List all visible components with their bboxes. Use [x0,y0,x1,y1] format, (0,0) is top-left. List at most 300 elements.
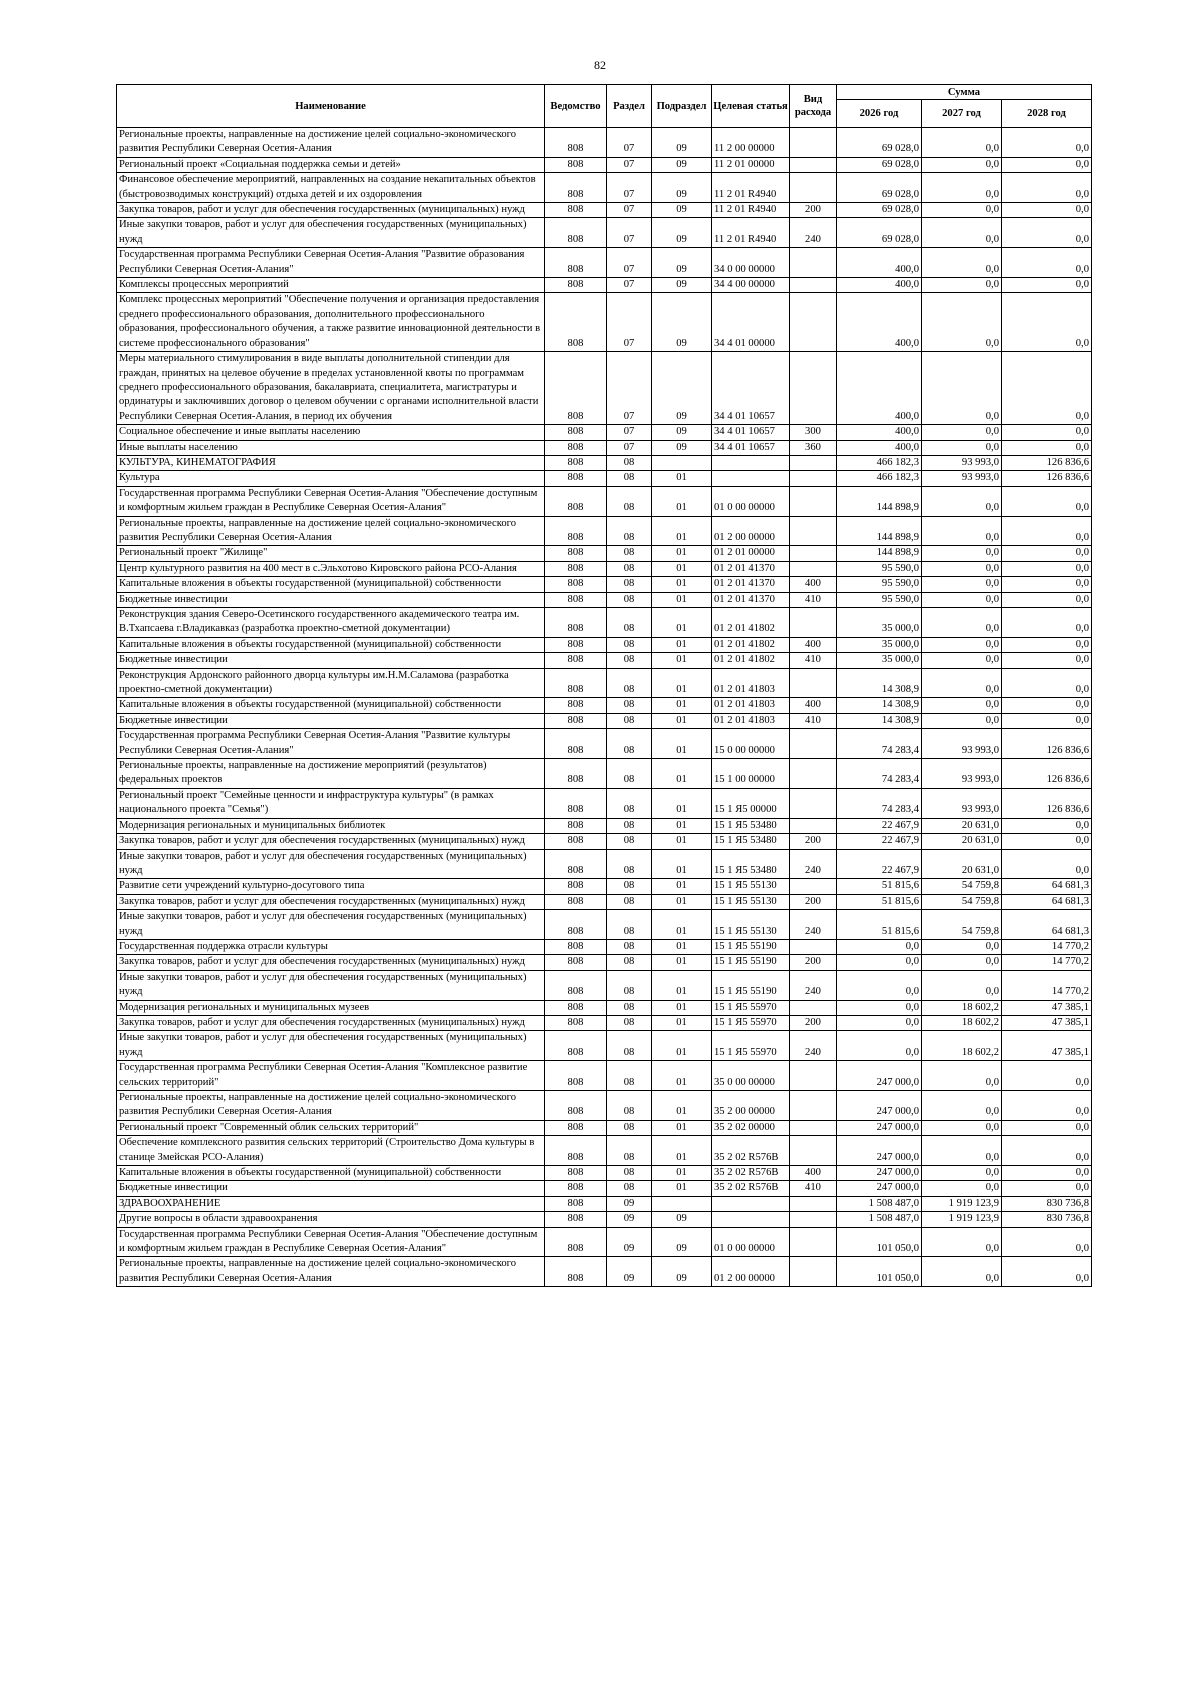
cell-name: Иные выплаты населению [117,440,545,455]
cell-sum-2027: 0,0 [922,278,1002,293]
cell-sum-2027: 18 602,2 [922,1031,1002,1061]
cell-name: Закупка товаров, работ и услуг для обеспечения государственных (муниципальных) нужд [117,955,545,970]
cell-tselevaya-statya: 34 4 01 00000 [712,293,790,352]
cell-sum-2028: 14 770,2 [1002,955,1092,970]
cell-name: Региональный проект "Семейные ценности и инфраструктура культуры" (в рамках национального проекта "Семья") [117,788,545,818]
cell-sum-2028: 126 836,6 [1002,788,1092,818]
cell-sum-2026: 35 000,0 [837,637,922,652]
cell-razdel: 07 [607,440,652,455]
cell-vedomstvo: 808 [545,440,607,455]
cell-tselevaya-statya: 11 2 01 R4940 [712,173,790,203]
cell-podrazdel: 09 [652,1212,712,1227]
cell-tselevaya-statya: 01 2 01 41802 [712,653,790,668]
cell-vid-raskhoda: 240 [790,910,837,940]
cell-sum-2027: 1 919 123,9 [922,1212,1002,1227]
cell-sum-2026: 95 590,0 [837,577,922,592]
cell-sum-2027: 0,0 [922,173,1002,203]
cell-sum-2027: 0,0 [922,939,1002,954]
cell-sum-2028: 126 836,6 [1002,455,1092,470]
table-row [117,970,1092,1000]
cell-vedomstvo: 808 [545,939,607,954]
table-row [117,561,1092,576]
cell-razdel: 08 [607,939,652,954]
cell-vid-raskhoda: 410 [790,653,837,668]
table-row [117,818,1092,833]
cell-tselevaya-statya: 11 2 01 R4940 [712,203,790,218]
cell-razdel: 08 [607,1061,652,1091]
cell-razdel: 07 [607,157,652,172]
cell-name: Развитие сети учреждений культурно-досугового типа [117,879,545,894]
col-header-name: Наименование [117,85,545,128]
cell-razdel: 07 [607,352,652,425]
cell-podrazdel: 01 [652,1181,712,1196]
cell-tselevaya-statya: 34 4 01 10657 [712,352,790,425]
cell-sum-2028: 0,0 [1002,293,1092,352]
cell-name: Реконструкция Ардонского районного дворца культуры им.Н.М.Саламова (разработка проектно-сметной документации) [117,668,545,698]
cell-vid-raskhoda [790,293,837,352]
cell-vid-raskhoda: 200 [790,955,837,970]
cell-razdel: 08 [607,698,652,713]
cell-vid-raskhoda: 400 [790,698,837,713]
cell-podrazdel: 09 [652,1257,712,1287]
cell-sum-2026: 74 283,4 [837,788,922,818]
cell-sum-2028: 0,0 [1002,1136,1092,1166]
cell-sum-2026: 144 898,9 [837,486,922,516]
cell-podrazdel: 01 [652,759,712,789]
table-row [117,592,1092,607]
cell-sum-2028: 0,0 [1002,561,1092,576]
cell-razdel: 08 [607,788,652,818]
cell-sum-2028: 0,0 [1002,352,1092,425]
cell-podrazdel [652,1196,712,1211]
table-row [117,218,1092,248]
cell-vid-raskhoda [790,1091,837,1121]
cell-podrazdel: 01 [652,516,712,546]
cell-sum-2027: 0,0 [922,668,1002,698]
cell-vid-raskhoda [790,128,837,158]
cell-vedomstvo: 808 [545,248,607,278]
cell-sum-2026: 14 308,9 [837,713,922,728]
cell-vedomstvo: 808 [545,516,607,546]
table-row [117,1227,1092,1257]
cell-sum-2028: 64 681,3 [1002,894,1092,909]
table-row [117,455,1092,470]
cell-vedomstvo: 808 [545,128,607,158]
cell-vedomstvo: 808 [545,1212,607,1227]
cell-name: Иные закупки товаров, работ и услуг для обеспечения государственных (муниципальных) нужд [117,1031,545,1061]
table-row [117,668,1092,698]
table-row [117,1015,1092,1030]
cell-name: Закупка товаров, работ и услуг для обеспечения государственных (муниципальных) нужд [117,894,545,909]
cell-sum-2028: 0,0 [1002,592,1092,607]
cell-sum-2027: 0,0 [922,546,1002,561]
cell-name: Иные закупки товаров, работ и услуг для обеспечения государственных (муниципальных) нужд [117,910,545,940]
cell-name: Государственная поддержка отрасли культуры [117,939,545,954]
cell-vedomstvo: 808 [545,486,607,516]
cell-razdel: 08 [607,637,652,652]
cell-tselevaya-statya [712,1212,790,1227]
col-header-vedomstvo: Ведомство [545,85,607,128]
cell-razdel: 08 [607,546,652,561]
cell-sum-2027: 0,0 [922,1166,1002,1181]
table-row [117,1212,1092,1227]
cell-sum-2028: 0,0 [1002,668,1092,698]
cell-podrazdel: 01 [652,1166,712,1181]
cell-sum-2028: 14 770,2 [1002,939,1092,954]
table-row [117,1257,1092,1287]
table-row [117,248,1092,278]
cell-vid-raskhoda [790,248,837,278]
cell-podrazdel: 01 [652,546,712,561]
cell-vedomstvo: 808 [545,668,607,698]
cell-sum-2028: 47 385,1 [1002,1015,1092,1030]
cell-tselevaya-statya: 01 0 00 00000 [712,1227,790,1257]
col-header-summa: Сумма [837,85,1092,100]
cell-razdel: 08 [607,455,652,470]
cell-podrazdel: 01 [652,970,712,1000]
cell-tselevaya-statya: 15 0 00 00000 [712,729,790,759]
table-row [117,653,1092,668]
cell-podrazdel: 01 [652,577,712,592]
table-row [117,955,1092,970]
cell-sum-2027: 93 993,0 [922,471,1002,486]
cell-vedomstvo: 808 [545,1061,607,1091]
cell-razdel: 08 [607,668,652,698]
cell-vedomstvo: 808 [545,1031,607,1061]
table-row [117,352,1092,425]
cell-vedomstvo: 808 [545,608,607,638]
cell-tselevaya-statya: 15 1 Я5 53480 [712,834,790,849]
cell-sum-2026: 144 898,9 [837,546,922,561]
cell-tselevaya-statya: 15 1 Я5 55190 [712,970,790,1000]
cell-sum-2026: 22 467,9 [837,818,922,833]
cell-vid-raskhoda [790,486,837,516]
cell-razdel: 08 [607,818,652,833]
cell-vid-raskhoda: 240 [790,1031,837,1061]
cell-razdel: 08 [607,1120,652,1135]
table-row [117,1196,1092,1211]
cell-vid-raskhoda [790,1227,837,1257]
cell-sum-2028: 47 385,1 [1002,1031,1092,1061]
cell-vedomstvo: 808 [545,849,607,879]
cell-name: Региональные проекты, направленные на достижение целей социально-экономического развития Республики Северная Осетия-Алания [117,1091,545,1121]
cell-sum-2027: 0,0 [922,955,1002,970]
cell-sum-2028: 0,0 [1002,608,1092,638]
cell-tselevaya-statya: 01 2 01 41370 [712,577,790,592]
cell-sum-2028: 0,0 [1002,1227,1092,1257]
cell-sum-2027: 93 993,0 [922,759,1002,789]
cell-tselevaya-statya: 35 0 00 00000 [712,1061,790,1091]
cell-sum-2028: 0,0 [1002,849,1092,879]
cell-tselevaya-statya: 01 2 01 41370 [712,561,790,576]
cell-vid-raskhoda [790,516,837,546]
cell-vedomstvo: 808 [545,1257,607,1287]
cell-vid-raskhoda [790,1212,837,1227]
cell-vid-raskhoda [790,759,837,789]
cell-name: Капитальные вложения в объекты государственной (муниципальной) собственности [117,637,545,652]
cell-vid-raskhoda: 410 [790,1181,837,1196]
cell-name: Модернизация региональных и муниципальных музеев [117,1000,545,1015]
table-row [117,759,1092,789]
cell-sum-2027: 0,0 [922,203,1002,218]
cell-sum-2027: 0,0 [922,218,1002,248]
cell-name: Региональные проекты, направленные на достижение целей социально-экономического развития Республики Северная Осетия-Алания [117,128,545,158]
cell-sum-2028: 0,0 [1002,1120,1092,1135]
cell-sum-2027: 20 631,0 [922,849,1002,879]
cell-sum-2028: 0,0 [1002,577,1092,592]
cell-tselevaya-statya: 01 2 01 41370 [712,592,790,607]
cell-sum-2027: 54 759,8 [922,894,1002,909]
col-header-2028: 2028 год [1002,100,1092,128]
cell-sum-2026: 51 815,6 [837,910,922,940]
cell-sum-2027: 0,0 [922,653,1002,668]
cell-podrazdel: 09 [652,203,712,218]
cell-sum-2026: 466 182,3 [837,455,922,470]
cell-razdel: 08 [607,879,652,894]
table-row [117,713,1092,728]
cell-razdel: 08 [607,849,652,879]
cell-vedomstvo: 808 [545,818,607,833]
cell-vid-raskhoda [790,729,837,759]
cell-sum-2028: 0,0 [1002,698,1092,713]
cell-podrazdel: 09 [652,278,712,293]
cell-vedomstvo: 808 [545,1181,607,1196]
cell-sum-2028: 0,0 [1002,1181,1092,1196]
cell-vedomstvo: 808 [545,1136,607,1166]
cell-vid-raskhoda [790,1196,837,1211]
cell-sum-2027: 0,0 [922,293,1002,352]
cell-razdel: 08 [607,713,652,728]
cell-sum-2028: 0,0 [1002,218,1092,248]
cell-name: Бюджетные инвестиции [117,592,545,607]
table-row [117,440,1092,455]
cell-sum-2026: 400,0 [837,440,922,455]
cell-sum-2028: 126 836,6 [1002,471,1092,486]
cell-sum-2027: 0,0 [922,592,1002,607]
cell-sum-2026: 247 000,0 [837,1120,922,1135]
cell-podrazdel: 09 [652,293,712,352]
cell-name: Модернизация региональных и муниципальных библиотек [117,818,545,833]
cell-name: Обеспечение комплексного развития сельских территорий (Строительство Дома культуры в станице Змейская РСО-Алания) [117,1136,545,1166]
cell-tselevaya-statya: 35 2 02 R576B [712,1181,790,1196]
cell-sum-2026: 1 508 487,0 [837,1196,922,1211]
cell-vedomstvo: 808 [545,471,607,486]
cell-razdel: 07 [607,203,652,218]
cell-sum-2026: 69 028,0 [837,218,922,248]
cell-sum-2026: 247 000,0 [837,1136,922,1166]
table-row [117,128,1092,158]
cell-sum-2026: 1 508 487,0 [837,1212,922,1227]
cell-vedomstvo: 808 [545,637,607,652]
table-row [117,203,1092,218]
cell-vid-raskhoda [790,1136,837,1166]
cell-podrazdel: 09 [652,128,712,158]
cell-vedomstvo: 808 [545,577,607,592]
cell-sum-2026: 0,0 [837,970,922,1000]
cell-name: Другие вопросы в области здравоохранения [117,1212,545,1227]
cell-tselevaya-statya: 15 1 Я5 53480 [712,818,790,833]
cell-sum-2026: 69 028,0 [837,173,922,203]
table-row [117,608,1092,638]
cell-sum-2028: 0,0 [1002,486,1092,516]
cell-vid-raskhoda [790,879,837,894]
cell-sum-2026: 247 000,0 [837,1061,922,1091]
cell-vedomstvo: 808 [545,157,607,172]
cell-razdel: 08 [607,1091,652,1121]
cell-name: Бюджетные инвестиции [117,653,545,668]
cell-tselevaya-statya: 15 1 Я5 53480 [712,849,790,879]
cell-sum-2027: 0,0 [922,970,1002,1000]
cell-vedomstvo: 808 [545,970,607,1000]
cell-sum-2028: 0,0 [1002,173,1092,203]
cell-vedomstvo: 808 [545,759,607,789]
cell-sum-2026: 22 467,9 [837,834,922,849]
cell-sum-2026: 0,0 [837,1000,922,1015]
table-row [117,1061,1092,1091]
table-row [117,637,1092,652]
cell-tselevaya-statya: 01 0 00 00000 [712,486,790,516]
cell-sum-2028: 0,0 [1002,203,1092,218]
table-row [117,698,1092,713]
cell-sum-2026: 0,0 [837,939,922,954]
cell-vedomstvo: 808 [545,546,607,561]
cell-sum-2028: 0,0 [1002,713,1092,728]
cell-sum-2028: 830 736,8 [1002,1212,1092,1227]
cell-tselevaya-statya [712,1196,790,1211]
table-body [117,128,1092,1287]
cell-vid-raskhoda [790,546,837,561]
cell-vedomstvo: 808 [545,218,607,248]
col-header-2026: 2026 год [837,100,922,128]
cell-sum-2027: 0,0 [922,577,1002,592]
cell-sum-2027: 0,0 [922,1181,1002,1196]
cell-tselevaya-statya: 34 4 00 00000 [712,278,790,293]
cell-vedomstvo: 808 [545,173,607,203]
table-row [117,894,1092,909]
col-header-podrazdel: Подраздел [652,85,712,128]
cell-tselevaya-statya: 01 2 01 41803 [712,713,790,728]
cell-vedomstvo: 808 [545,1120,607,1135]
cell-razdel: 07 [607,293,652,352]
cell-razdel: 08 [607,910,652,940]
cell-razdel: 08 [607,471,652,486]
cell-name: Региональные проекты, направленные на достижение мероприятий (результатов) федеральных проектов [117,759,545,789]
cell-podrazdel: 01 [652,894,712,909]
cell-sum-2028: 0,0 [1002,440,1092,455]
cell-sum-2027: 0,0 [922,352,1002,425]
cell-vid-raskhoda [790,352,837,425]
cell-name: Государственная программа Республики Северная Осетия-Алания "Комплексное развитие сельских территорий" [117,1061,545,1091]
cell-sum-2028: 0,0 [1002,818,1092,833]
cell-vid-raskhoda [790,1257,837,1287]
cell-tselevaya-statya: 01 2 01 41802 [712,608,790,638]
cell-sum-2027: 0,0 [922,713,1002,728]
cell-name: Государственная программа Республики Северная Осетия-Алания "Обеспечение доступным и комфортным жильем граждан в Республике Северная Осетия-Алания" [117,1227,545,1257]
cell-razdel: 08 [607,729,652,759]
cell-vid-raskhoda [790,455,837,470]
cell-sum-2028: 64 681,3 [1002,879,1092,894]
cell-sum-2026: 0,0 [837,955,922,970]
cell-sum-2026: 69 028,0 [837,128,922,158]
cell-tselevaya-statya: 15 1 Я5 55190 [712,955,790,970]
cell-sum-2026: 101 050,0 [837,1227,922,1257]
cell-podrazdel: 01 [652,1136,712,1166]
table-row [117,788,1092,818]
cell-sum-2027: 1 919 123,9 [922,1196,1002,1211]
cell-name: Государственная программа Республики Северная Осетия-Алания "Развитие образования Республики Северная Осетия-Алания" [117,248,545,278]
cell-vedomstvo: 808 [545,1015,607,1030]
cell-sum-2027: 0,0 [922,608,1002,638]
cell-name: Иные закупки товаров, работ и услуг для обеспечения государственных (муниципальных) нужд [117,970,545,1000]
cell-vid-raskhoda [790,668,837,698]
cell-sum-2028: 830 736,8 [1002,1196,1092,1211]
cell-vid-raskhoda [790,788,837,818]
table-row [117,834,1092,849]
cell-podrazdel: 01 [652,818,712,833]
cell-sum-2026: 22 467,9 [837,849,922,879]
cell-name: Социальное обеспечение и иные выплаты населению [117,425,545,440]
cell-razdel: 08 [607,1166,652,1181]
cell-name: Закупка товаров, работ и услуг для обеспечения государственных (муниципальных) нужд [117,1015,545,1030]
cell-sum-2028: 0,0 [1002,1166,1092,1181]
cell-sum-2026: 400,0 [837,425,922,440]
cell-sum-2027: 0,0 [922,1120,1002,1135]
cell-podrazdel: 09 [652,352,712,425]
cell-razdel: 08 [607,1015,652,1030]
cell-tselevaya-statya: 01 2 00 00000 [712,1257,790,1287]
cell-name: КУЛЬТУРА, КИНЕМАТОГРАФИЯ [117,455,545,470]
cell-vedomstvo: 808 [545,698,607,713]
cell-vid-raskhoda [790,471,837,486]
cell-name: Меры материального стимулирования в виде выплаты дополнительной стипендии для граждан, принятых на целевое обучение в пределах установленной квоты по программам среднего профессионального образования, бакалавриата, специалитета, магистратуры и ординатуры и заключивших договор о целевом обучении с органами исполнительной власти Республики Северная Осетия-Алания, в период их обучения [117,352,545,425]
cell-podrazdel: 01 [652,698,712,713]
cell-sum-2026: 51 815,6 [837,879,922,894]
cell-sum-2028: 0,0 [1002,1091,1092,1121]
cell-sum-2026: 400,0 [837,293,922,352]
table-row [117,1031,1092,1061]
cell-sum-2028: 126 836,6 [1002,759,1092,789]
cell-vid-raskhoda [790,1000,837,1015]
cell-sum-2027: 0,0 [922,1091,1002,1121]
cell-podrazdel: 01 [652,608,712,638]
cell-podrazdel: 09 [652,1227,712,1257]
cell-sum-2028: 0,0 [1002,1061,1092,1091]
cell-name: Капитальные вложения в объекты государственной (муниципальной) собственности [117,698,545,713]
cell-podrazdel: 01 [652,849,712,879]
cell-name: Финансовое обеспечение мероприятий, направленных на создание некапитальных объектов (быстровозводимых конструкций) отдыха детей и их оздоровления [117,173,545,203]
cell-vedomstvo: 808 [545,894,607,909]
cell-sum-2027: 0,0 [922,1061,1002,1091]
cell-sum-2027: 0,0 [922,637,1002,652]
table-row [117,486,1092,516]
cell-podrazdel: 01 [652,653,712,668]
cell-sum-2028: 0,0 [1002,653,1092,668]
cell-sum-2026: 0,0 [837,1015,922,1030]
cell-podrazdel: 09 [652,173,712,203]
table-row [117,910,1092,940]
cell-sum-2026: 0,0 [837,1031,922,1061]
cell-sum-2028: 0,0 [1002,546,1092,561]
cell-name: Капитальные вложения в объекты государственной (муниципальной) собственности [117,577,545,592]
cell-tselevaya-statya: 15 1 Я5 55970 [712,1000,790,1015]
cell-razdel: 08 [607,1000,652,1015]
cell-vedomstvo: 808 [545,910,607,940]
cell-vedomstvo: 808 [545,592,607,607]
cell-vedomstvo: 808 [545,653,607,668]
cell-razdel: 08 [607,516,652,546]
col-header-tselevaya-statya: Целевая статья [712,85,790,128]
cell-podrazdel: 01 [652,637,712,652]
